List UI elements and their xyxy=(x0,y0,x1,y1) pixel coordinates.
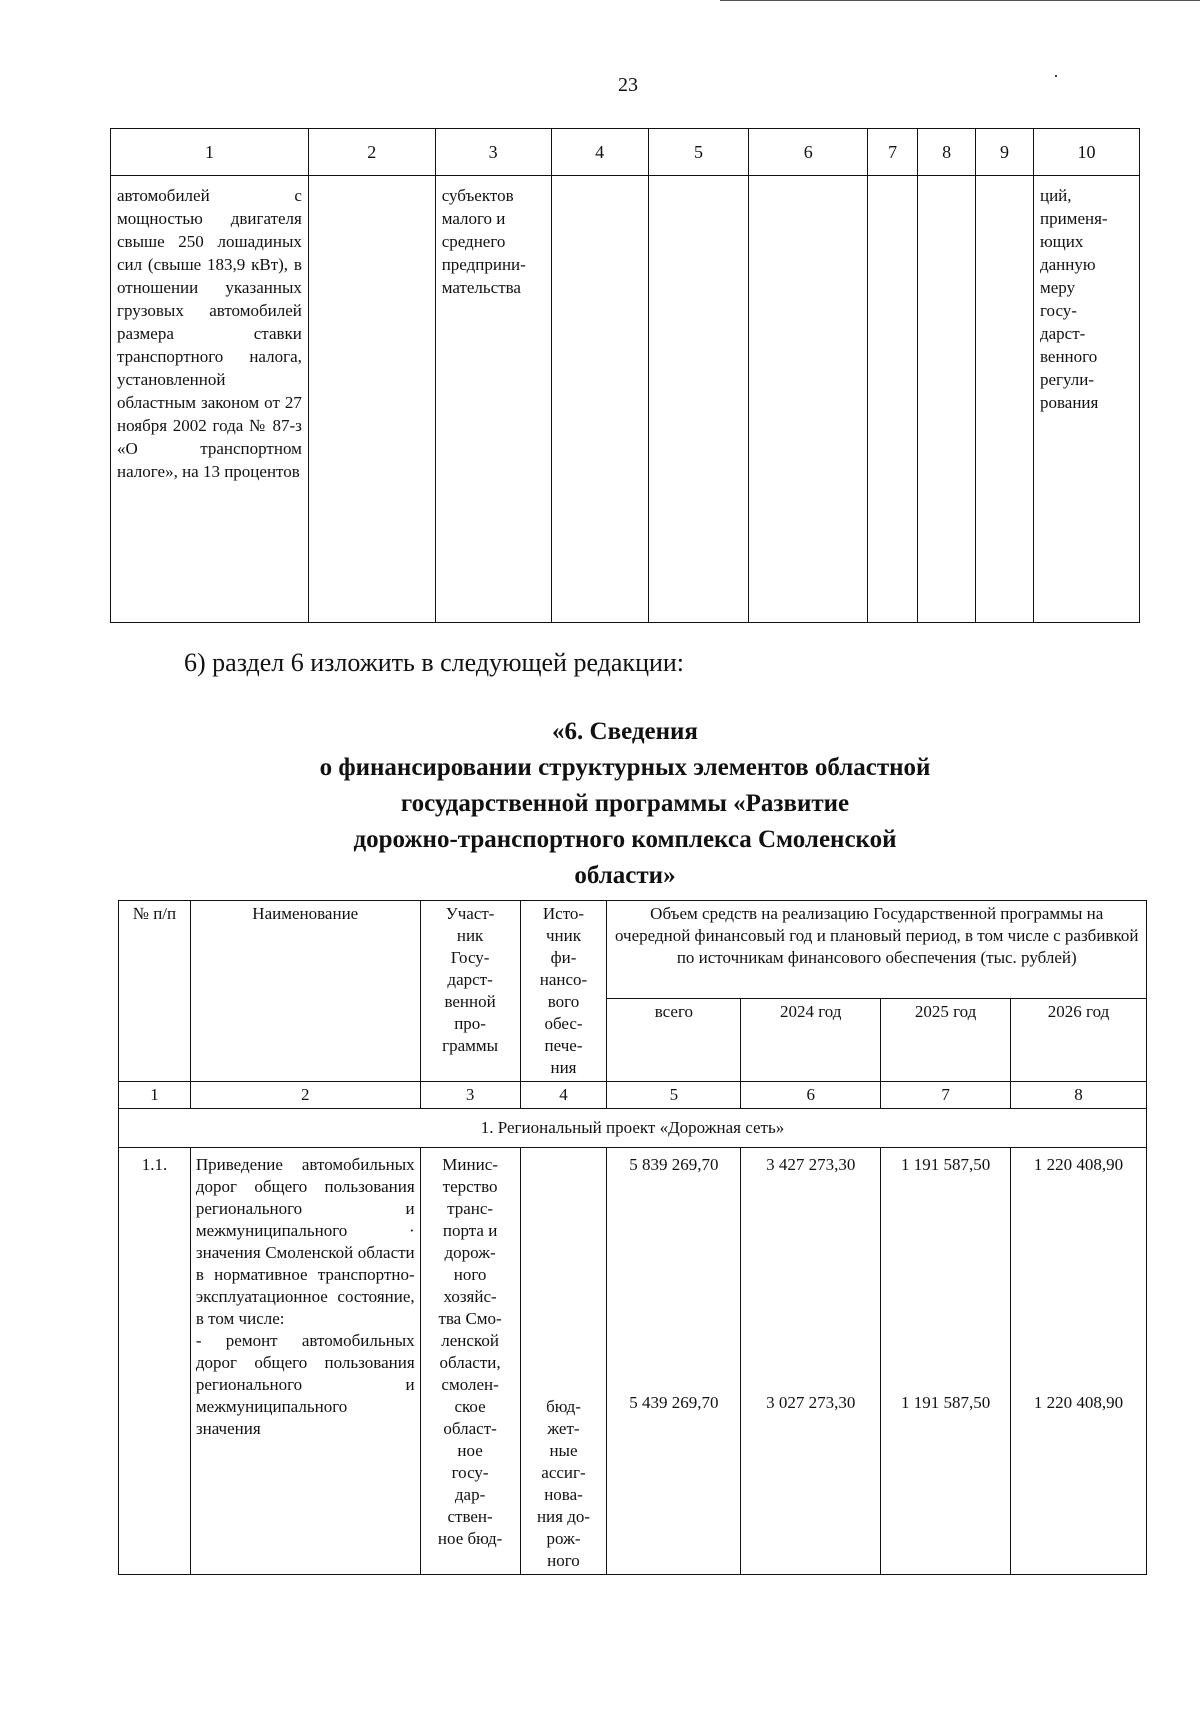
value-total: 1 191 587,50 xyxy=(900,1155,991,1174)
header-2025: 2025 год xyxy=(881,999,1011,1082)
col-header: 8 xyxy=(918,129,976,176)
value-cell xyxy=(607,1148,741,1575)
value-total: 5 839 269,70 xyxy=(629,1155,719,1174)
header-name: Наименование xyxy=(190,901,420,1082)
section-heading: 1. Региональный проект «Дорожная сеть» xyxy=(119,1109,1147,1148)
header-total: всего xyxy=(607,999,741,1082)
column-number: 4 xyxy=(520,1082,607,1109)
empty-cell xyxy=(308,176,435,623)
section-title-line: о финансировании структурных элементов областной xyxy=(319,754,931,781)
value-cell xyxy=(1011,1148,1147,1575)
empty-cell xyxy=(918,176,976,623)
empty-cell xyxy=(976,176,1034,623)
col-header: 4 xyxy=(551,129,648,176)
row-number: 1.1. xyxy=(119,1148,191,1575)
value-cell xyxy=(741,1148,881,1575)
column-number-row xyxy=(119,1082,1147,1109)
empty-cell xyxy=(551,176,648,623)
target-group-cell: субъектов малого и среднего предприни- мательства xyxy=(435,176,551,623)
financing-table xyxy=(118,900,1147,1575)
header-source: Исто- чник фи- нансо- вого обес- пече- ния xyxy=(520,901,607,1082)
col-header: 6 xyxy=(749,129,868,176)
column-number: 6 xyxy=(741,1082,881,1109)
top-rule xyxy=(720,0,1200,1)
col-header: 1 xyxy=(111,129,309,176)
section-title-line: области» xyxy=(574,862,676,889)
row-name: Приведение автомобильных дорог общего пользования регионального и межмуниципального · значения Смоленской области в нормативное транспортно-эксплуатационное состояние, в том числе: - ремонт автомобильных дорог общего пользования регионального и межмуниципального значения xyxy=(190,1148,420,1575)
col-header: 2 xyxy=(308,129,435,176)
value-repair: 3 027 273,30 xyxy=(766,1393,856,1412)
value-cell xyxy=(881,1148,1011,1575)
col-header: 10 xyxy=(1033,129,1139,176)
value-repair: 1 191 587,50 xyxy=(900,1393,991,1412)
section-title-line: государственной программы «Развитие xyxy=(400,790,850,817)
header-num: № п/п xyxy=(119,901,191,1082)
row-participant: Минис- терство транс- порта и дорож- ного хозяйс- тва Смо- ленской области, смолен- ское област- ное госу- дар- ствен- ное бюд- xyxy=(420,1148,520,1575)
table-row xyxy=(119,1148,1147,1575)
value-repair: 5 439 269,70 xyxy=(629,1393,719,1412)
column-number: 2 xyxy=(190,1082,420,1109)
header-participant: Участ- ник Госу- дарст- венной про- граммы xyxy=(420,901,520,1082)
row-source: бюд- жет- ные ассиг- нова- ния до- рож- ного xyxy=(520,1148,607,1575)
column-number: 8 xyxy=(1011,1082,1147,1109)
value-total: 3 427 273,30 xyxy=(766,1155,856,1174)
measure-description-cell: автомобилей с мощностью двигателя свыше 250 лошадиных сил (свыше 183,9 кВт), в отношении указанных грузовых автомобилей размера ставки транспортного налога, установленной областным законом от 27 ноября 2002 года № 87-з «О транспортном налоге», на 13 процентов xyxy=(111,176,309,623)
header-2024: 2024 год xyxy=(741,999,881,1082)
column-number: 3 xyxy=(420,1082,520,1109)
header-volume: Объем средств на реализацию Государственной программы на очередной финансовый год и плановый период, в том числе с разбивкой по источникам финансового обеспечения (тыс. рублей) xyxy=(607,901,1147,999)
col-header: 3 xyxy=(435,129,551,176)
empty-cell xyxy=(868,176,918,623)
empty-cell xyxy=(648,176,749,623)
col-header: 9 xyxy=(976,129,1034,176)
table-row xyxy=(111,176,1140,623)
page-number: 23 xyxy=(618,74,638,96)
header-row xyxy=(119,901,1147,999)
continuation-table xyxy=(110,128,1140,623)
column-number: 7 xyxy=(881,1082,1011,1109)
section-row xyxy=(119,1109,1147,1148)
indicator-cell: ций, применя- ющих данную меру госу- дарст- венного регули- рования xyxy=(1033,176,1139,623)
value-repair: 1 220 408,90 xyxy=(1033,1393,1124,1412)
column-number: 5 xyxy=(607,1082,741,1109)
column-number: 1 xyxy=(119,1082,191,1109)
section-title-line: дорожно-транспортного комплекса Смоленской xyxy=(353,826,897,853)
empty-cell xyxy=(749,176,868,623)
col-header: 7 xyxy=(868,129,918,176)
amendment-intro: 6) раздел 6 изложить в следующей редакции: xyxy=(184,648,685,677)
section-title xyxy=(110,714,1140,894)
scan-speck: · xyxy=(1053,66,1059,86)
value-total: 1 220 408,90 xyxy=(1033,1155,1124,1174)
header-row xyxy=(111,129,1140,176)
col-header: 5 xyxy=(648,129,749,176)
section-title-line: «6. Сведения xyxy=(552,718,698,745)
header-2026: 2026 год xyxy=(1011,999,1147,1082)
